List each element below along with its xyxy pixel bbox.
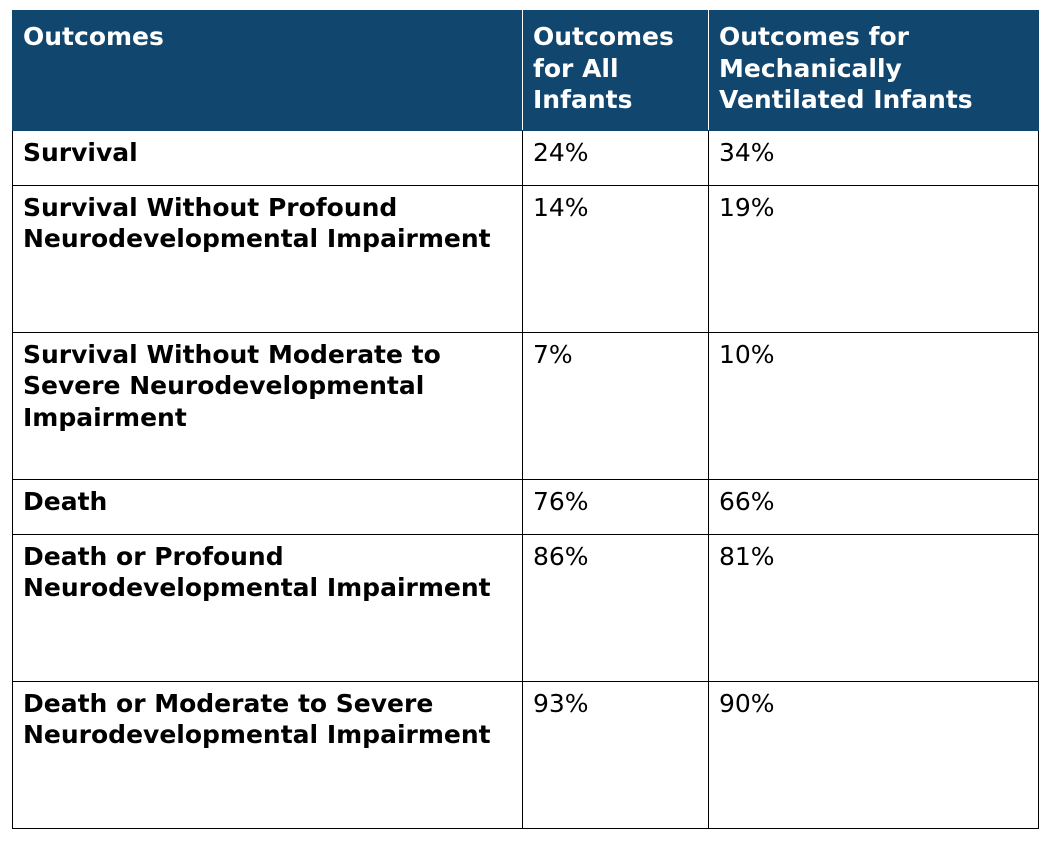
table-row [13,681,1039,828]
cell-outcome: Survival Without Profound Neurodevelopmental Impairment [13,185,523,332]
outcomes-table [12,10,1039,829]
cell-all-infants: 24% [523,130,709,185]
cell-mechanically-ventilated: 90% [709,681,1039,828]
cell-outcome: Death or Profound Neurodevelopmental Impairment [13,534,523,681]
cell-mechanically-ventilated: 19% [709,185,1039,332]
cell-all-infants: 93% [523,681,709,828]
cell-all-infants: 7% [523,332,709,479]
cell-outcome: Death [13,479,523,534]
table-row [13,332,1039,479]
cell-outcome: Survival Without Moderate to Severe Neurodevelopmental Impairment [13,332,523,479]
cell-mechanically-ventilated: 34% [709,130,1039,185]
table-header [13,11,1039,131]
cell-all-infants: 86% [523,534,709,681]
table-header-row [13,11,1039,131]
cell-all-infants: 14% [523,185,709,332]
column-header-mechanically-ventilated: Outcomes for Mechanically Ventilated Infants [709,11,1039,131]
table-body [13,130,1039,828]
table-row [13,479,1039,534]
cell-mechanically-ventilated: 81% [709,534,1039,681]
table-row [13,185,1039,332]
cell-all-infants: 76% [523,479,709,534]
cell-outcome: Death or Moderate to Severe Neurodevelopmental Impairment [13,681,523,828]
cell-mechanically-ventilated: 66% [709,479,1039,534]
cell-mechanically-ventilated: 10% [709,332,1039,479]
table-row [13,130,1039,185]
table-row [13,534,1039,681]
column-header-all-infants: Outcomes for All Infants [523,11,709,131]
cell-outcome: Survival [13,130,523,185]
column-header-outcome: Outcomes [13,11,523,131]
